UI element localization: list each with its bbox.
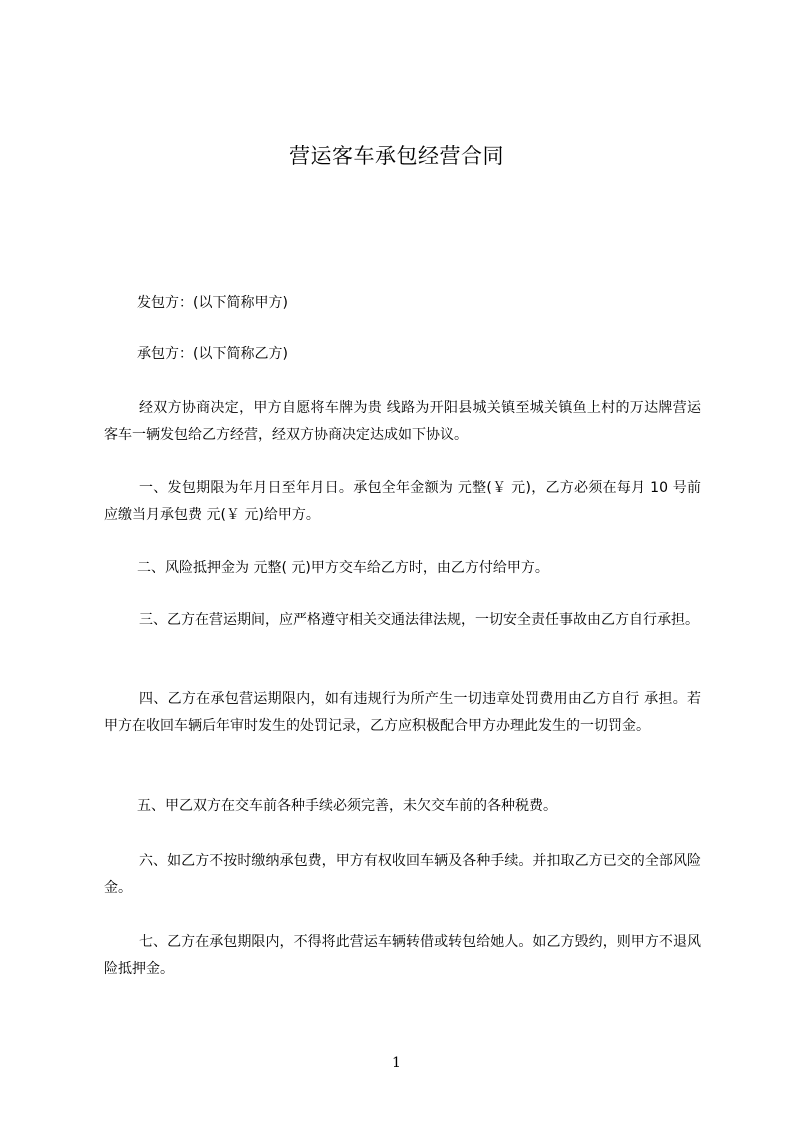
clause-3: 三、乙方在营运期间，应严格遵守相关交通法律法规，一切安全责任事故由乙方自行承担。 bbox=[139, 612, 699, 628]
contractor-line: 承包方：(以下简称乙方) bbox=[137, 346, 288, 362]
clause-4: 四、乙方在承包营运期限内，如有违规行为所产生一切违章处罚费用由乙方自行 承担。若甲方在收回车辆后年审时发生的处罚记录，乙方应积极配合甲方办理此发生的一切罚金。 bbox=[104, 691, 701, 734]
intro-paragraph: 经双方协商决定，甲方自愿将车牌为贵 线路为开阳县城关镇至城关镇鱼上村的万达牌营运客车一辆发包给乙方经营，经双方协商决定达成如下协议。 bbox=[104, 400, 701, 443]
clause-2: 二、风险抵押金为 元整( 元)甲方交车给乙方时，由乙方付给甲方。 bbox=[137, 560, 549, 576]
clause-1: 一、发包期限为年月日至年月日。承包全年金额为 元整(￥ 元)，乙方必须在每月 10 号前应缴当月承包费 元(￥ 元)给甲方。 bbox=[104, 480, 701, 523]
issuer-line: 发包方：(以下简称甲方) bbox=[137, 295, 288, 311]
clause-6: 六、如乙方不按时缴纳承包费，甲方有权收回车辆及各种手续。并扣取乙方已交的全部风险金。 bbox=[104, 853, 701, 896]
document-title: 营运客车承包经营合同 bbox=[289, 144, 504, 168]
clause-7: 七、乙方在承包期限内，不得将此营运车辆转借或转包给她人。如乙方毁约，则甲方不退风险抵押金。 bbox=[104, 934, 701, 977]
page-number: 1 bbox=[392, 1055, 401, 1071]
clause-5: 五、甲乙双方在交车前各种手续必须完善，未欠交车前的各种税费。 bbox=[137, 798, 557, 814]
